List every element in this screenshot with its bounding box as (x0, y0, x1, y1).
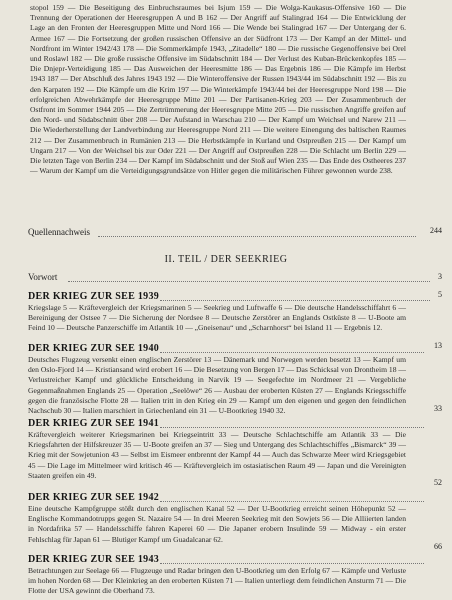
section-title-1941: DER KRIEG ZUR SEE 1941 (28, 418, 160, 429)
section-page-1943: 66 (434, 542, 442, 551)
dot-leader (160, 427, 424, 428)
section-page-1942: 52 (434, 478, 442, 487)
section-title-1940: DER KRIEG ZUR SEE 1940 (28, 343, 160, 354)
section-page-1940: 13 (434, 341, 442, 350)
dot-leader (98, 236, 416, 237)
dot-leader (160, 501, 424, 502)
dot-leader (160, 300, 430, 301)
dot-leader (160, 563, 424, 564)
part-title: II. TEIL / DER SEEKRIEG (164, 254, 288, 265)
section-title-1943: DER KRIEG ZUR SEE 1943 (28, 554, 160, 565)
quellennachweis-page: 244 (430, 226, 442, 235)
section-title-1939: DER KRIEG ZUR SEE 1939 (28, 291, 160, 302)
section-text-1940: Deutsches Flugzeug versenkt einen englischen Zerstörer 13 — Dänemark und Norwegen werden besetzt 13 — Kampf um den Oslo-Fjord 14 — Kristiansand wird erobert 16 — Die Besetzung von Bergen 17 — Das Schicksal von Drontheim 18 — Verlustreicher Kampf und glückliche Entscheidung in Narvik 19 — Seegefechte im Nordmeer 21 — Vergebliche Gegenmaßnahmen Englands 25 — Operation „Seelöwe“ 26 — Ausbau der eroberten Küsten 27 — Englands Kriegsschiffe gegen die französische Flotte 28 — Italien tritt in den Krieg ein 29 — Kampf um den eigenen und gegen den feindlichen Nachschub 30 — Italien marschiert in Griechenland ein 31 — U-Bootkrieg 1940 32. (28, 355, 406, 416)
section-text-1943: Betrachtungen zur Seelage 66 — Flugzeuge und Radar bringen den U-Bootkrieg um den Erfolg 67 — Kämpfe und Verluste im hohen Norden 68 — Der Kleinkrieg an den eroberten Küsten 71 — Italien unterliegt dem feindlichen Ansturm 71 — Die Flotte der USA gewinnt die Oberhand 73. (28, 566, 406, 596)
dot-leader (68, 281, 430, 282)
toc-continuation-paragraph: stopol 159 — Die Beseitigung des Einbruchsraumes bei Isjum 159 — Die Wolga-Kaukasus-Offensive 160 — Die Trennung der Operationen der Heeresgruppen A und B 162 — Der Angriff auf Stalingrad 164 — Die Entwicklung der Lage an den Fronten der Heeresgruppen Mitte und Nord 166 — Die Wende bei Stalingrad 167 — Der Untergang der 6. Armee 167 — Die Fortsetzung der großen russischen Offensive an der Südfront 173 — Der Kampf an der Mittel- und Nordfront im Winter 1942/43 178 — Die Sommerkämpfe 1943, „Zitadelle“ 180 — Die russische Gegenoffensive bei Orel und Roslawl 182 — Die große russische Offensive im Südabschnitt 184 — Der Verlust des Kuban-Brückenkopfes 185 — Die Dnjepr-Verteidigung 185 — Das Ausweichen der Heeresmitte 186 — Das Ergebnis 186 — Die Kämpfe im Herbst 1943 187 — Der Abschluß des Jahres 1943 192 — Die Winteroffensive der Russen 1943/44 im Südabschnitt 192 — Bis zu den Karpaten 192 — Die Kämpfe um die Krim 197 — Die Winterkämpfe 1943/44 bei der Heeresgruppe Nord 198 — Die erfolgreichen Abwehrkämpfe der Heeresgruppe Mitte 201 — Der Partisanen-Krieg 203 — Der Zusammenbruch der Ostfront im Sommer 1944 205 — Die Zertrümmerung der Heeresgruppe Mitte 205 — Die russischen Angriffe greifen auf den Nord- und Südabschnitt über 208 — Der Aufstand in Warschau 210 — Der Kampf um Weichsel und Narew 211 — Die Wiederherstellung der Landverbindung zur Heeresgruppe Nord 211 — Die weitere Einengung des baltischen Raumes 212 — Der Zusammenbruch in Rumänien 213 — Die Herbstkämpfe in Kurland und Ostpreußen 215 — Der Kampf um Ungarn 217 — Von der Weichsel bis zur Oder 221 — Der Angriff auf Ostpreußen 228 — Die Schlacht um Berlin 229 — Die letzten Tage von Berlin 234 — Der Kampf im Südabschnitt und der Stoß auf Wien 235 — Das Ende des Ostheeres 237 — Warum der Kampf um die Verteidigungsgrundsätze von Hitler gegen die militärischen Führer gewonnen wurde 238. (30, 3, 406, 176)
section-text-1939: Kriegslage 5 — Kräftevergleich der Kriegsmarinen 5 — Seekrieg und Luftwaffe 6 — Die deutsche Handelsschiffahrt 6 — Bereinigung der Ostsee 7 — Die Sicherung der Nordsee 8 — Deutsche Zerstörer an Englands Ostküste 8 — U-Boote am Feind 10 — Deutsche Panzerschiffe im Atlantik 10 — „Gneisenau“ und „Scharnhorst“ bei Island 11 — Ergebnis 12. (28, 303, 406, 333)
section-page-1939: 5 (438, 290, 442, 299)
vorwort-page: 3 (438, 272, 442, 281)
vorwort-label: Vorwort (28, 272, 58, 282)
section-text-1942: Eine deutsche Kampfgruppe stößt durch den englischen Kanal 52 — Der U-Bootkrieg erreicht seinen Höhepunkt 52 — Englische Kommandotrupps gegen St. Nazaire 54 — In drei Meeren Seekrieg mit den Sowjets 56 — Die Alliierten landen in Nordafrika 57 — Handelsschiffe fahren Kaperei 60 — Die Japaner erobern Insulinde 59 — Midway - ein erster Fehlschlag für Japan 61 — Blutiger Kampf um Guadalcanar 62. (28, 504, 406, 544)
section-title-1942: DER KRIEG ZUR SEE 1942 (28, 492, 160, 503)
section-page-1941: 33 (434, 404, 442, 413)
dot-leader (160, 352, 424, 353)
quellennachweis-label: Quellennachweis (28, 227, 90, 237)
section-text-1941: Kräftevergleich weiterer Kriegsmarinen bei Kriegseintritt 33 — Deutsche Schlachtschiffe am Atlantik 33 — Die Kriegsfahrten der Hilfskreuzer 35 — U-Boote greifen an 37 — Sieg und Untergang des Schlachtschiffes „Bismarck“ 39 — Krieg mit der Sowjetunion 43 — Selbst im Eismeer entbrennt der Kampf 44 — Auch das Schwarze Meer wird Kriegsgebiet 45 — Die Lage im Mittelmeer wird kritisch 46 — Kräftevergleich im ostasiatischen Raum 49 — Japan und die Vereinigten Staaten greifen ein 49. (28, 430, 406, 480)
